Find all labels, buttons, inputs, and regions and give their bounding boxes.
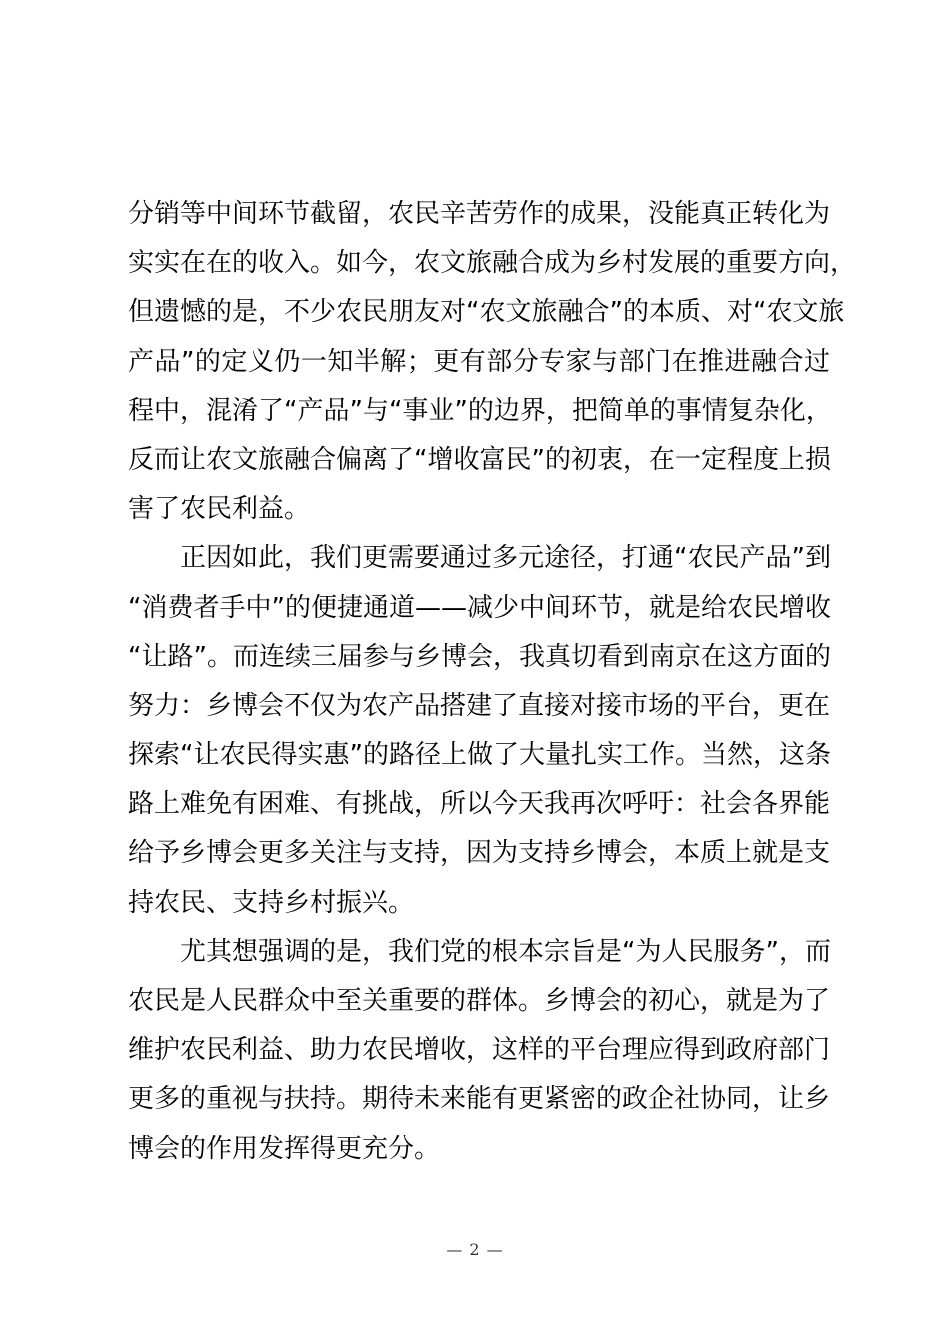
text-line: “消费者手中”的便捷通道——减少中间环节，就是给农民增收 [128, 592, 831, 623]
text-line: 维护农民利益、助力农民增收，这样的平台理应得到政府部门 [128, 1035, 831, 1066]
text-line: 持农民、支持乡村振兴。 [128, 887, 415, 918]
text-line: 探索“让农民得实惠”的路径上做了大量扎实工作。当然，这条 [128, 740, 831, 771]
text-line: 产品”的定义仍一知半解；更有部分专家与部门在推进融合过 [128, 346, 830, 377]
paragraph-3 [128, 928, 830, 1174]
text-line: “让路”。而连续三届参与乡博会，我真切看到南京在这方面的 [128, 641, 831, 672]
text-line: 农民是人民群众中至关重要的群体。乡博会的初心，就是为了 [128, 986, 831, 1016]
text-line: 给予乡博会更多关注与支持，因为支持乡博会，本质上就是支 [128, 838, 831, 869]
text-line: 正因如此，我们更需要通过多元途径，打通“农民产品”到 [180, 543, 831, 574]
text-line: 分销等中间环节截留，农民辛苦劳作的成果，没能真正转化为 [128, 199, 831, 229]
text-line: 害了农民利益。 [128, 494, 311, 525]
paragraph-2 [128, 534, 830, 928]
text-line: 但遗憾的是，不少农民朋友对“农文旅融合”的本质、对“农文旅 [128, 297, 845, 328]
paragraph-1 [128, 190, 857, 534]
text-line: 更多的重视与扶持。期待未来能有更紧密的政企社协同，让乡 [128, 1084, 831, 1115]
page-number: — 2 — [446, 1240, 504, 1259]
text-line: 博会的作用发挥得更充分。 [128, 1133, 441, 1164]
text-line: 路上难免有困难、有挑战，所以今天我再次呼吁：社会各界能 [128, 789, 831, 820]
text-line: 程中，混淆了“产品”与“事业”的边界，把简单的事情复杂化， [128, 395, 832, 426]
text-line: 实实在在的收入。如今，农文旅融合成为乡村发展的重要方向， [128, 248, 857, 279]
text-line: 尤其想强调的是，我们党的根本宗旨是“为人民服务”，而 [180, 936, 831, 967]
text-line: 反而让农文旅融合偏离了“增收富民”的初衷，在一定程度上损 [128, 444, 831, 475]
text-line: 努力：乡博会不仅为农产品搭建了直接对接市场的平台，更在 [128, 690, 831, 721]
body-text [128, 190, 857, 1174]
